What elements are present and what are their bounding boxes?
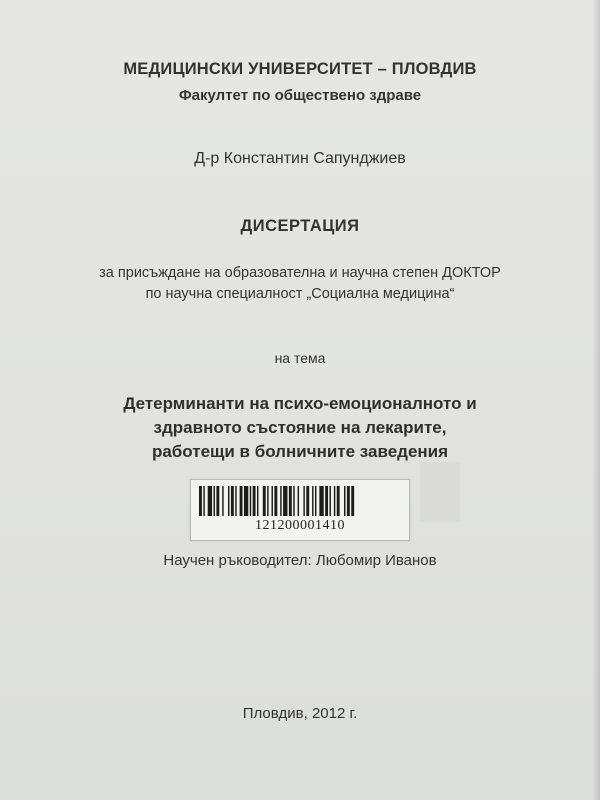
barcode-bar: [257, 486, 258, 516]
barcode-bar: [208, 486, 212, 516]
barcode-bar: [344, 486, 345, 516]
barcode-bar: [231, 486, 234, 516]
barcode-bar: [330, 486, 331, 516]
barcode-bar: [293, 486, 294, 516]
dissertation-title-line-1: Детерминанти на психо-емоционалното и: [123, 394, 477, 413]
barcode-bar: [253, 486, 256, 516]
barcode-bar: [347, 486, 350, 516]
dissertation-title-line-3: работещи в болничните заведения: [151, 442, 449, 461]
barcode-bar: [298, 486, 299, 516]
barcode-number: 121200001410: [255, 518, 345, 533]
barcode-bar: [283, 486, 287, 516]
barcode-icon: [199, 486, 401, 516]
barcode-bar: [319, 486, 323, 516]
barcode-bar: [274, 486, 277, 516]
barcode-bar: [315, 486, 316, 516]
barcode-bar: [272, 486, 273, 516]
barcode-bar: [325, 486, 328, 516]
barcode-sticker: [190, 479, 410, 541]
barcode-bar: [280, 486, 281, 516]
scientific-supervisor: Научен ръководител: Любомир Иванов: [163, 552, 437, 569]
paper-smudge: [420, 462, 460, 522]
barcode-bar: [263, 486, 266, 516]
barcode-bar: [222, 486, 223, 516]
barcode-bar: [351, 486, 354, 516]
barcode-bar: [228, 486, 229, 516]
barcode-bar: [199, 486, 202, 516]
university-name: МЕДИЦИНСКИ УНИВЕРСИТЕТ – ПЛОВДИВ: [123, 60, 477, 78]
barcode-bar: [240, 486, 243, 516]
dissertation-title-line-2: здравното състояние на лекарите,: [153, 418, 447, 437]
barcode-bar: [214, 486, 215, 516]
barcode-bar: [216, 486, 219, 516]
place-and-date: Пловдив, 2012 г.: [242, 705, 358, 722]
degree-purpose-line-2: по научна специалност „Социална медицина“: [145, 286, 455, 302]
barcode-bar: [203, 486, 204, 516]
barcode-bar: [337, 486, 340, 516]
barcode-bar: [244, 486, 248, 516]
barcode-bar: [235, 486, 236, 516]
barcode-bar: [250, 486, 251, 516]
barcode-bar: [312, 486, 313, 516]
barcode-bar: [306, 486, 309, 516]
barcode-bar: [303, 486, 304, 516]
degree-purpose-line-1: за присъждане на образователна и научна степен ДОКТОР: [99, 265, 501, 281]
faculty-name: Факултет по обществено здраве: [178, 87, 422, 104]
document-type: ДИСЕРТАЦИЯ: [240, 217, 360, 235]
barcode-bar: [334, 486, 335, 516]
barcode-bar: [267, 486, 268, 516]
author-name: Д-р Константин Сапунджиев: [194, 150, 406, 167]
topic-label: на тема: [274, 350, 326, 366]
barcode-bar: [289, 486, 292, 516]
